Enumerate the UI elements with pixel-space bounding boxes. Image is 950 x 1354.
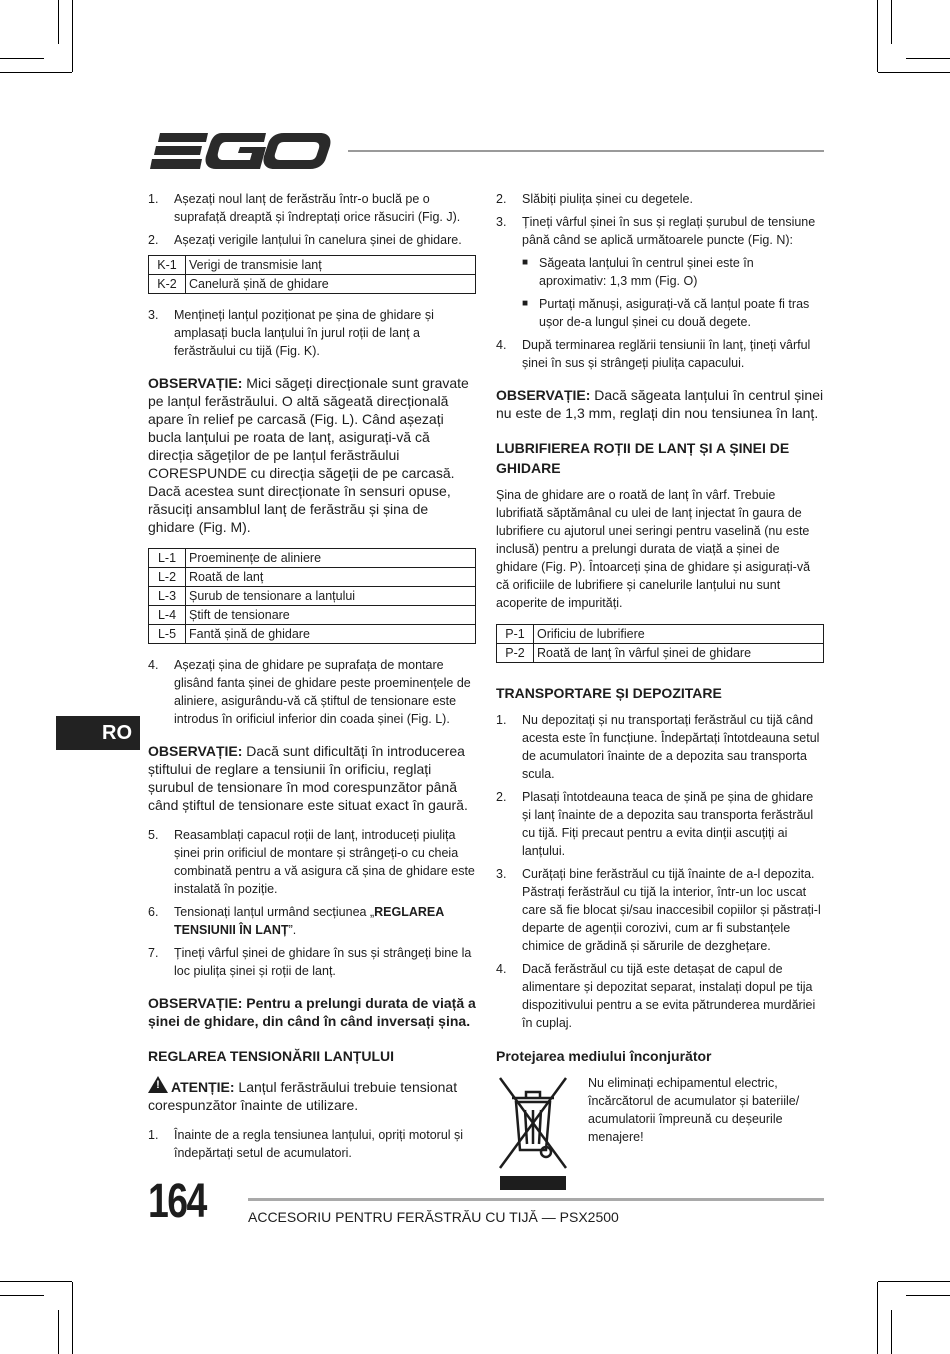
table-row [149, 568, 476, 587]
warning-icon: ! [148, 1076, 168, 1093]
left-column [148, 190, 476, 1167]
legend-code: L-4 [149, 606, 186, 625]
step-number: 3. [496, 215, 507, 229]
section-heading-environment: Protejarea mediului înconjurător [496, 1048, 712, 1064]
table-row [149, 587, 476, 606]
note-label: OBSERVAȚIE: [148, 375, 243, 391]
list-item [496, 960, 824, 1032]
step-text: Așezați noul lanț de ferăstrău într-o buclă pe o suprafață dreaptă și îndreptați orice răsuciri (Fig. J). [174, 192, 461, 224]
crop-mark [0, 58, 44, 59]
list-item [148, 1126, 476, 1162]
step-number: 6. [148, 905, 159, 919]
crop-mark [878, 72, 950, 73]
note-text: Dacă sunt dificultăți în introducerea știftului de reglare a tensiunii în orificiu, reglați șurubul de tensionare în mod corespunzător până când știftul de tensionare este situat exact în gaură. [148, 743, 468, 813]
table-row [497, 625, 824, 644]
footer-title: ACCESORIU PENTRU FERĂSTRĂU CU TIJĂ — PSX2500 [248, 1209, 619, 1225]
legend-table-l [148, 548, 476, 644]
step-number: 3. [496, 867, 507, 881]
section-heading-transport: TRANSPORTARE ȘI DEPOZITARE [496, 685, 722, 701]
step-text: Așezați șina de ghidare pe suprafața de montare glisând fanta șinei de ghidare peste proeminențele de aliniere, asigurându-vă că știftul de tensionare este introdus în orificiul inferior din coada șinei (Fig. L). [174, 658, 471, 726]
list-item [148, 826, 476, 898]
list-item [496, 336, 824, 372]
step-text: Reasamblați capacul roții de lanț, introduceți piulița șinei prin orificiul de montare și strângeți-o cu cheia combinată pentru a vă asigura că șina de ghidare este instalată în poziție. [174, 828, 475, 896]
crop-mark [891, 0, 892, 44]
legend-code: P-1 [497, 625, 534, 644]
bullet-text: Săgeata lanțului în centrul șinei este în aproximativ: 1,3 mm (Fig. O) [539, 256, 754, 288]
table-row [497, 644, 824, 663]
bullet-item [522, 254, 824, 290]
step-text-after: ”. [288, 923, 297, 937]
step-number: 4. [496, 962, 507, 976]
step-text: Așezați verigile lanțului în canelura șinei de ghidare. [174, 233, 462, 247]
ego-logo [150, 131, 332, 176]
note-label: OBSERVAȚIE: [496, 387, 591, 403]
table-row [149, 256, 476, 275]
legend-label: Orificiu de lubrifiere [534, 625, 824, 644]
crop-mark [891, 1310, 892, 1354]
crop-mark [72, 1282, 73, 1354]
list-item [148, 231, 476, 249]
note-text: Dacă săgeata lanțului în centrul șinei nu este de 1,3 mm, reglați din nou tensiunea în lanț. [496, 387, 824, 421]
note-label: OBSERVAȚIE: [148, 743, 243, 759]
step-text: Mențineți lanțul poziționat pe șina de ghidare și amplasați bucla lanțului în jurul roții de lanț a ferăstrăului cu tijă (Fig. K). [174, 308, 434, 358]
environment-block [496, 1074, 824, 1190]
legend-code: K-1 [149, 256, 186, 275]
environment-text: Nu eliminați echipamentul electric, încărcătorul de acumulator și bateriile/ acumulatorii împreună cu deșeurile menajere! [588, 1076, 800, 1144]
crop-mark [58, 0, 59, 44]
list-item [148, 190, 476, 226]
list-item [148, 944, 476, 980]
step-text: Curățați bine ferăstrăul cu tijă înainte de a-l depozita. Păstrați ferăstrăul cu tijă la interior, într-un loc uscat care să fie blocat și/sau inaccesibil copiilor și păstrați-l departe de agenții corozivi, cum ar fi substanțele chimice de grădină și sărurile de dezghețare. [522, 867, 821, 953]
step-number: 1. [148, 1128, 159, 1142]
step-number: 4. [496, 338, 507, 352]
warning-text: Lanțul ferăstrăului trebuie tensionat corespunzător înainte de utilizare. [148, 1079, 458, 1113]
step-number: 1. [496, 713, 507, 727]
lubrication-paragraph: Șina de ghidare are o roată de lanț în vârf. Trebuie lubrifiată săptămânal cu ulei de lanț injectat în gaura de lubrifiere cu ajutorul unei seringi pentru vaselină (nu este inclusă) pentru a prelungi durata de viață a șinei de ghidare (Fig. P). Întoarceți șina de ghidare și asigurați-vă că orificiile de lubrifiere și canelurile lanțului nu sunt acoperite de impurități. [496, 488, 811, 610]
crop-mark [72, 0, 73, 72]
language-tab: RO [56, 716, 140, 750]
legend-code: L-5 [149, 625, 186, 644]
right-column [496, 190, 824, 1190]
crop-mark [0, 72, 72, 73]
ego-logo-graphic [150, 131, 332, 171]
step-number: 3. [148, 308, 159, 322]
list-item [496, 711, 824, 783]
legend-label: Șurub de tensionare a lanțului [186, 587, 476, 606]
header-rule [348, 150, 824, 152]
legend-code: L-3 [149, 587, 186, 606]
table-row [149, 549, 476, 568]
crop-mark [877, 0, 878, 72]
table-row [149, 625, 476, 644]
note-reverse-bar: OBSERVAȚIE: Pentru a prelungi durata de viață a șinei de ghidare, din când în când inversați șina. [148, 995, 476, 1029]
square-bullet-icon: ■ [522, 257, 529, 268]
list-item [496, 213, 824, 249]
step-number: 1. [148, 192, 159, 206]
step-text: Dacă ferăstrăul cu tijă este detașat de capul de alimentare și depozitat separat, instalați dopul pe tija dispozitivului pentru a se evita pătrunderea murdăriei în cuplaj. [522, 962, 816, 1030]
legend-code: P-2 [497, 644, 534, 663]
step-text: Slăbiți piulița șinei cu degetele. [522, 192, 693, 206]
crop-mark [906, 1295, 950, 1296]
step-number: 2. [496, 790, 507, 804]
step-text [174, 903, 476, 939]
step-text: Țineți vârful șinei de ghidare în sus și strângeți bine la loc piulița șinei și roții de lanț. [174, 946, 472, 978]
bullet-text: Purtați mănuși, asigurați-vă că lanțul poate fi tras ușor de-a lungul șinei cu două degete. [539, 297, 810, 329]
list-item [148, 903, 476, 939]
table-row [149, 275, 476, 294]
crop-mark [0, 1295, 44, 1296]
legend-label: Roată de lanț în vârful șinei de ghidare [534, 644, 824, 663]
table-row [149, 606, 476, 625]
step-text: După terminarea reglării tensiunii în lanț, țineți vârful șinei în sus și strângeți piulița capacului. [522, 338, 811, 370]
step-number: 7. [148, 946, 159, 960]
step-text-before: Tensionați lanțul urmând secțiunea „ [174, 905, 375, 919]
footer-rule [248, 1198, 824, 1201]
step-number: 2. [148, 233, 159, 247]
legend-code: L-2 [149, 568, 186, 587]
legend-table-k [148, 255, 476, 294]
crop-mark [58, 1310, 59, 1354]
list-item [496, 865, 824, 955]
section-heading-lubrication: LUBRIFIEREA ROȚII DE LANȚ ȘI A ȘINEI DE GHIDARE [496, 440, 790, 476]
legend-label: Proeminențe de aliniere [186, 549, 476, 568]
step-text: Înainte de a regla tensiunea lanțului, opriți motorul și îndepărtați setul de acumulatori. [174, 1128, 464, 1160]
warning-label: ATENȚIE: [171, 1079, 235, 1095]
bullet-item [522, 295, 824, 331]
page-number: 164 [148, 1175, 206, 1228]
legend-code: K-2 [149, 275, 186, 294]
list-item [496, 190, 824, 208]
section-heading-tension: REGLAREA TENSIONĂRII LANȚULUI [148, 1048, 395, 1064]
legend-label: Verigi de transmisie lanț [186, 256, 476, 275]
step-number: 2. [496, 192, 507, 206]
note-direction-arrows [148, 374, 476, 536]
warning-note [148, 1076, 476, 1114]
legend-label: Fantă șină de ghidare [186, 625, 476, 644]
square-bullet-icon: ■ [522, 298, 529, 309]
step-number: 5. [148, 828, 159, 842]
note-chain-sag [496, 386, 824, 422]
crop-mark [906, 58, 950, 59]
step-text: Țineți vârful șinei în sus și reglați șurubul de tensiune până când se aplică următoarele puncte (Fig. N): [522, 215, 816, 247]
step-number: 4. [148, 658, 159, 672]
note-text: Mici săgeți direcționale sunt gravate pe lanțul ferăstrăului. O altă săgeată direcțională apare în relief pe carcasă (Fig. L). Când așezați bucla lanțului pe roata de lanț, asigurați-vă că direcția săgeților de pe lanțul ferăstrăului CORESPUNDE cu direcția săgeții de pe carcasă. Dacă acestea sunt direcționate în sensuri opuse, răsuciți ansamblul lanț de ferăstrău și șina de ghidare (Fig. M). [148, 375, 469, 535]
step-text: Nu depozitați și nu transportați ferăstrăul cu tijă când acesta este în funcțiune. Îndepărtați întotdeauna setul de acumulatori înainte de a depozita sau transporta scula. [522, 713, 820, 781]
crossed-bin-icon [496, 1074, 570, 1190]
note-tension-pin [148, 742, 476, 814]
list-item [496, 788, 824, 860]
legend-label: Roată de lanț [186, 568, 476, 587]
list-item [148, 656, 476, 728]
crop-mark [0, 1281, 72, 1282]
weee-bin-icon [496, 1074, 576, 1190]
legend-label: Canelură șină de ghidare [186, 275, 476, 294]
legend-label: Știft de tensionare [186, 606, 476, 625]
legend-table-p [496, 624, 824, 663]
legend-code: L-1 [149, 549, 186, 568]
crop-mark [877, 1282, 878, 1354]
list-item [148, 306, 476, 360]
step-text: Plasați întotdeauna teaca de șină pe șina de ghidare și lanț înainte de a depozita sau transporta ferăstrăul cu tijă. Fiți precaut pentru a evita dinții ascuțiți ai lanțului. [522, 790, 814, 858]
crop-mark [878, 1281, 950, 1282]
section-reference: REGLAREA TENSIUNII ÎN LANȚ [174, 905, 444, 937]
